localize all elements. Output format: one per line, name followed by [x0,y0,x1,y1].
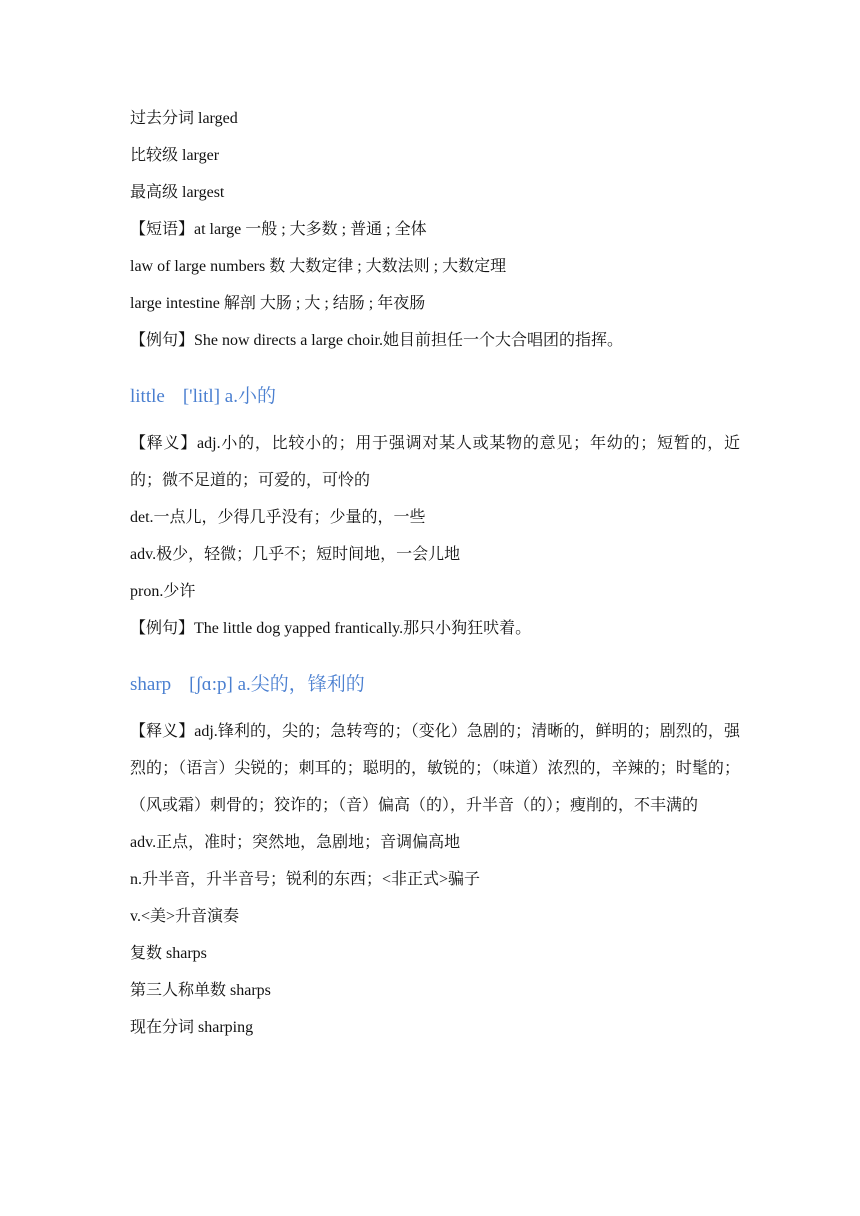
plural-line: 复数 sharps [130,945,207,962]
definition-paragraph: 【释义】adj.小的，比较小的；用于强调对某人或某物的意见；年幼的；短暂的，近的；微不足道的；可爱的，可怜的 [130,435,740,489]
entry-heading [130,665,740,705]
past-participle-line: 过去分词 larged [130,110,238,127]
pronunciation-and-pos: ['litl] a.小的 [182,386,276,407]
headword: little [130,386,165,407]
document-page [130,100,740,1046]
entry-little [130,377,740,647]
comparative-line: 比较级 larger [130,147,220,164]
definition-line: adv.正点，准时；突然地，急剧地；音调偏高地 [130,834,461,851]
entry-heading [130,377,740,417]
definition-line: n.升半音，升半音号；锐利的东西；<非正式>骗子 [130,871,481,888]
phrase-line: law of large numbers 数 大数定律 ; 大数法则 ; 大数定理 [130,258,507,275]
superlative-line: 最高级 largest [130,184,225,201]
example-sentence-line: 【例句】She now directs a large choir.她目前担任一个大合唱团的指挥。 [130,332,623,349]
definition-line: adv.极少，轻微；几乎不；短时间地，一会儿地 [130,546,461,563]
phrase-line: 【短语】at large 一般 ; 大多数 ; 普通 ; 全体 [130,221,427,238]
definition-line: v.<美>升音演奏 [130,908,240,925]
third-person-line: 第三人称单数 sharps [130,982,271,999]
example-sentence-line: 【例句】The little dog yapped frantically.那只小狗狂吠着。 [130,620,532,637]
definition-paragraph: 【释义】adj.锋利的，尖的；急转弯的；（变化）急剧的；清晰的，鲜明的；剧烈的，强烈的；（语言）尖锐的；刺耳的；聪明的，敏锐的；（味道）浓烈的，辛辣的；时髦的；（风或霜）刺骨的；狡诈的；（音）偏高（的），升半音（的）；瘦削的，不丰满的 [130,723,740,814]
pronunciation-and-pos: [ʃɑ:p] a.尖的，锋利的 [189,674,365,695]
definition-line: det.一点儿，少得几乎没有；少量的，一些 [130,509,426,526]
headword: sharp [130,674,172,695]
definition-line: pron.少许 [130,583,196,600]
phrase-line: large intestine 解剖 大肠 ; 大 ; 结肠 ; 年夜肠 [130,295,426,312]
entry-large-continued [130,100,740,359]
entry-sharp [130,665,740,1046]
present-participle-line: 现在分词 sharping [130,1019,254,1036]
